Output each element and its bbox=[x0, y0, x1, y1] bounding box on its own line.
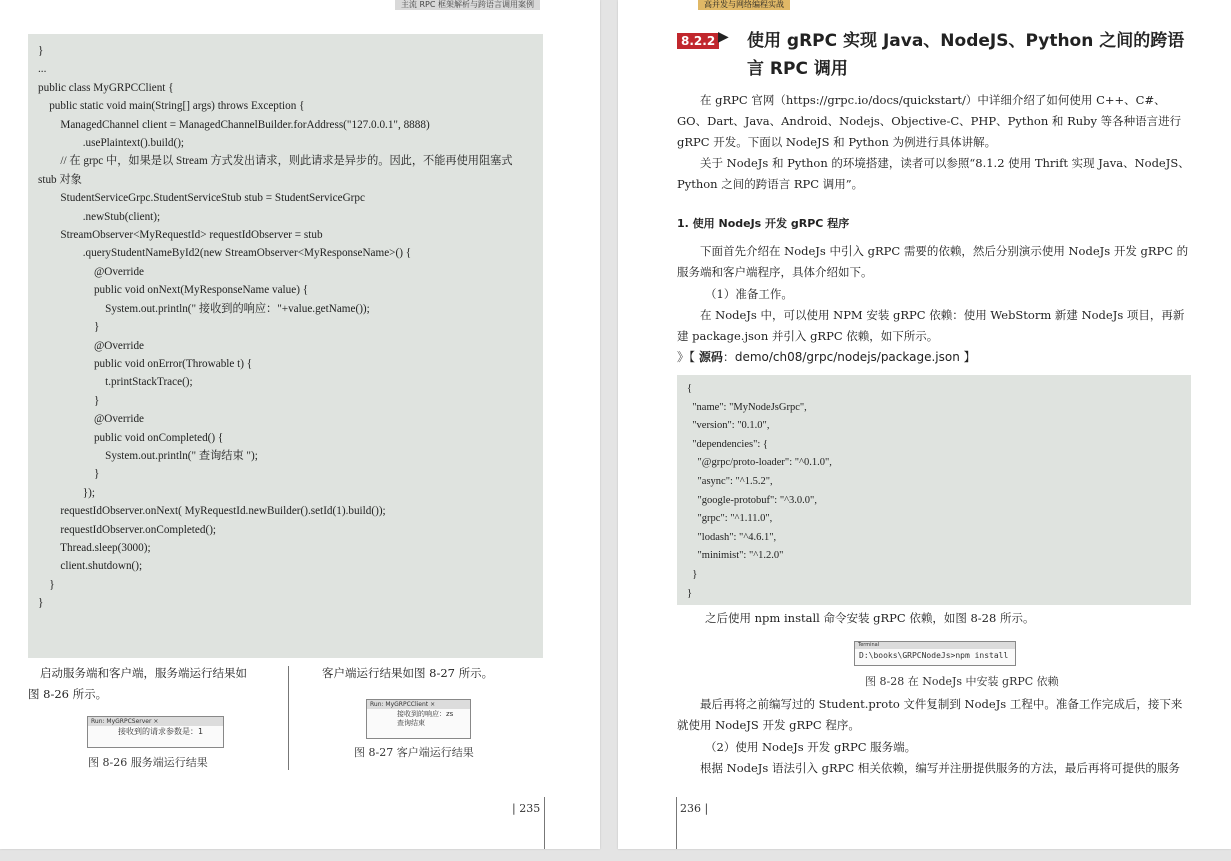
terminal-line: 接收到的响应：zs bbox=[397, 710, 454, 718]
code-line: requestIdObserver.onNext( MyRequestId.newBuilder().setId(1).build()); bbox=[38, 505, 386, 518]
paragraph-server-result-cont bbox=[28, 684, 268, 705]
json-line: "lodash": "^4.6.1", bbox=[687, 531, 777, 543]
json-line: "google-protobuf": "^3.0.0", bbox=[687, 494, 817, 506]
section-arrow-icon: ▶ bbox=[718, 29, 729, 45]
code-line: StudentServiceGrpc.StudentServiceStub stub = StudentServiceGrpc bbox=[38, 192, 365, 205]
paragraph-line: 图 8-26 所示。 bbox=[28, 687, 108, 701]
code-line: } bbox=[38, 597, 44, 610]
code-line: } bbox=[38, 321, 100, 334]
json-line: "grpc": "^1.11.0", bbox=[687, 513, 773, 525]
paragraph-env: 关于 NodeJs 和 Python 的环境搭建，读者可以参照“8.1.2 使用 Thrift 实现 Java、NodeJS、Python 之间的跨语言 RPC 调用”。 bbox=[677, 156, 1190, 191]
column-divider bbox=[288, 666, 289, 770]
json-line: "dependencies": { bbox=[687, 438, 768, 450]
json-lines bbox=[687, 380, 1191, 603]
code-line: } bbox=[38, 394, 100, 407]
terminal-tab-bar: Terminal bbox=[855, 642, 1015, 649]
terminal-output bbox=[367, 709, 470, 729]
code-line: public void onError(Throwable t) { bbox=[38, 357, 253, 370]
code-line: t.printStackTrace(); bbox=[38, 376, 193, 389]
code-line: client.shutdown(); bbox=[38, 560, 143, 573]
code-line: @Override bbox=[38, 265, 144, 278]
figure-8-26-caption: 图 8-26 服务端运行结果 bbox=[88, 756, 208, 769]
code-line: } bbox=[38, 468, 100, 481]
source-prefix: 》【 bbox=[677, 350, 699, 364]
code-line: } bbox=[38, 578, 55, 591]
code-line: @Override bbox=[38, 413, 144, 426]
code-line: stub 对象 bbox=[38, 173, 82, 186]
paragraph-intro: 在 gRPC 官网（https://grpc.io/docs/quickstart/）中详细介绍了如何使用 C++、C#、GO、Dart、Java、Android、Nodejs、Objective-C、PHP、Python 和 Ruby 等各种语言进行 gRPC 开发。下面以 NodeJS 和 Python 为例进行具体讲解。 bbox=[677, 93, 1182, 149]
paragraph-client-result: 客户端运行结果如图 8-27 所示。 bbox=[322, 666, 494, 680]
code-line: System.out.println(" 查询结束 "); bbox=[38, 449, 258, 462]
code-line: ... bbox=[38, 63, 47, 76]
source-path: ：demo/ch08/grpc/nodejs/package.json 】 bbox=[722, 350, 976, 364]
paragraph-server: 根据 NodeJs 语法引入 gRPC 相关依赖，编写并注册提供服务的方法，最后再将可提供的服务 bbox=[700, 761, 1180, 775]
terminal-tab-bar: Run: MyGRPCClient × bbox=[367, 700, 470, 709]
section-number-badge: 8.2.2 bbox=[677, 33, 719, 49]
running-head: 高并发与网络编程实战 bbox=[698, 0, 790, 10]
paragraph-proto: 最后再将之前编写过的 Student.proto 文件复制到 NodeJs 工程中。准备工作完成后，接下来就使用 NodeJS 开发 gRPC 程序。 bbox=[677, 697, 1183, 732]
code-line: requestIdObserver.onCompleted(); bbox=[38, 523, 217, 536]
source-label: 源码 bbox=[698, 350, 723, 364]
code-lines bbox=[38, 42, 543, 613]
json-line: "version": "0.1.0", bbox=[687, 420, 770, 432]
code-line: }); bbox=[38, 486, 95, 499]
code-line: public static void main(String[] args) throws Exception { bbox=[38, 100, 305, 113]
figure-8-28-caption: 图 8-28 在 NodeJs 中安装 gRPC 依赖 bbox=[865, 675, 1059, 688]
json-line: "name": "MyNodeJsGrpc", bbox=[687, 401, 807, 413]
json-line: "minimist": "^1.2.0" bbox=[687, 550, 784, 562]
code-line: public void onCompleted() { bbox=[38, 431, 224, 444]
page-edge-rule bbox=[544, 797, 545, 849]
json-line: { bbox=[687, 383, 693, 394]
page-number: | 235 bbox=[512, 802, 541, 815]
code-block bbox=[28, 34, 543, 658]
source-reference bbox=[677, 348, 976, 365]
code-line: .usePlaintext().build(); bbox=[38, 137, 185, 150]
code-line: System.out.println(" 接收到的响应："+value.getName()); bbox=[38, 302, 370, 315]
code-line: StreamObserver<MyRequestId> requestIdObserver = stub bbox=[38, 229, 323, 242]
code-line: Thread.sleep(3000); bbox=[38, 541, 151, 554]
figure-8-27-terminal bbox=[366, 699, 471, 739]
terminal-tab-bar: Run: MyGRPCServer × bbox=[88, 717, 223, 726]
terminal-output: D:\books\GRPCNodeJs>npm install bbox=[859, 651, 1009, 660]
page-edge-rule bbox=[676, 797, 677, 849]
code-line: // 在 grpc 中，如果是以 Stream 方式发出请求，则此请求是异步的。因此，不能再使用阻塞式 bbox=[38, 155, 513, 168]
terminal-line: 查询结束 bbox=[397, 719, 425, 727]
paragraph-server-result bbox=[40, 663, 280, 684]
figure-8-28-terminal bbox=[854, 641, 1016, 666]
paragraph-install: 之后使用 npm install 命令安装 gRPC 依赖，如图 8-28 所示。 bbox=[705, 611, 1035, 625]
code-line: @Override bbox=[38, 339, 144, 352]
code-line: public class MyGRPCClient { bbox=[38, 81, 174, 94]
section-title: 使用 gRPC 实现 Java、NodeJS、Python 之间的跨语言 RPC 调用 bbox=[747, 31, 1185, 79]
left-page bbox=[0, 0, 600, 849]
step-heading: （2）使用 NodeJs 开发 gRPC 服务端。 bbox=[705, 740, 917, 754]
json-line: } bbox=[687, 587, 693, 599]
terminal-output: 接收到的请求参数是：1 bbox=[118, 727, 204, 736]
figure-8-27-caption: 图 8-27 客户端运行结果 bbox=[354, 746, 474, 759]
page-number: 236 | bbox=[680, 802, 709, 815]
code-line: .newStub(client); bbox=[38, 210, 161, 223]
figure-8-26-terminal bbox=[87, 716, 224, 748]
subsection-heading: 1. 使用 NodeJs 开发 gRPC 程序 bbox=[677, 217, 850, 230]
json-line: "@grpc/proto-loader": "^0.1.0", bbox=[687, 457, 832, 469]
right-page bbox=[618, 0, 1231, 849]
json-line: "async": "^1.5.2", bbox=[687, 475, 773, 487]
code-line: ManagedChannel client = ManagedChannelBuilder.forAddress("127.0.0.1", 8888) bbox=[38, 118, 430, 131]
paragraph-overview: 下面首先介绍在 NodeJs 中引入 gRPC 需要的依赖，然后分别演示使用 NodeJs 开发 gRPC 的服务端和客户端程序，具体介绍如下。 bbox=[677, 244, 1189, 279]
paragraph-line: 启动服务端和客户端，服务端运行结果如 bbox=[40, 666, 247, 680]
json-line: } bbox=[687, 568, 698, 580]
running-head: 主流 RPC 框架解析与跨语言调用案例 bbox=[395, 0, 540, 10]
paragraph-npm: 在 NodeJs 中，可以使用 NPM 安装 gRPC 依赖：使用 WebStorm 新建 NodeJs 项目，再新建 package.json 并引入 gRPC 依赖，如下所示。 bbox=[677, 308, 1185, 343]
json-code-block bbox=[677, 375, 1191, 605]
code-line: public void onNext(MyResponseName value) { bbox=[38, 284, 309, 297]
code-line: .queryStudentNameById2(new StreamObserver<MyResponseName>() { bbox=[38, 247, 412, 260]
step-heading: （1）准备工作。 bbox=[705, 287, 793, 301]
code-line: } bbox=[38, 45, 44, 57]
